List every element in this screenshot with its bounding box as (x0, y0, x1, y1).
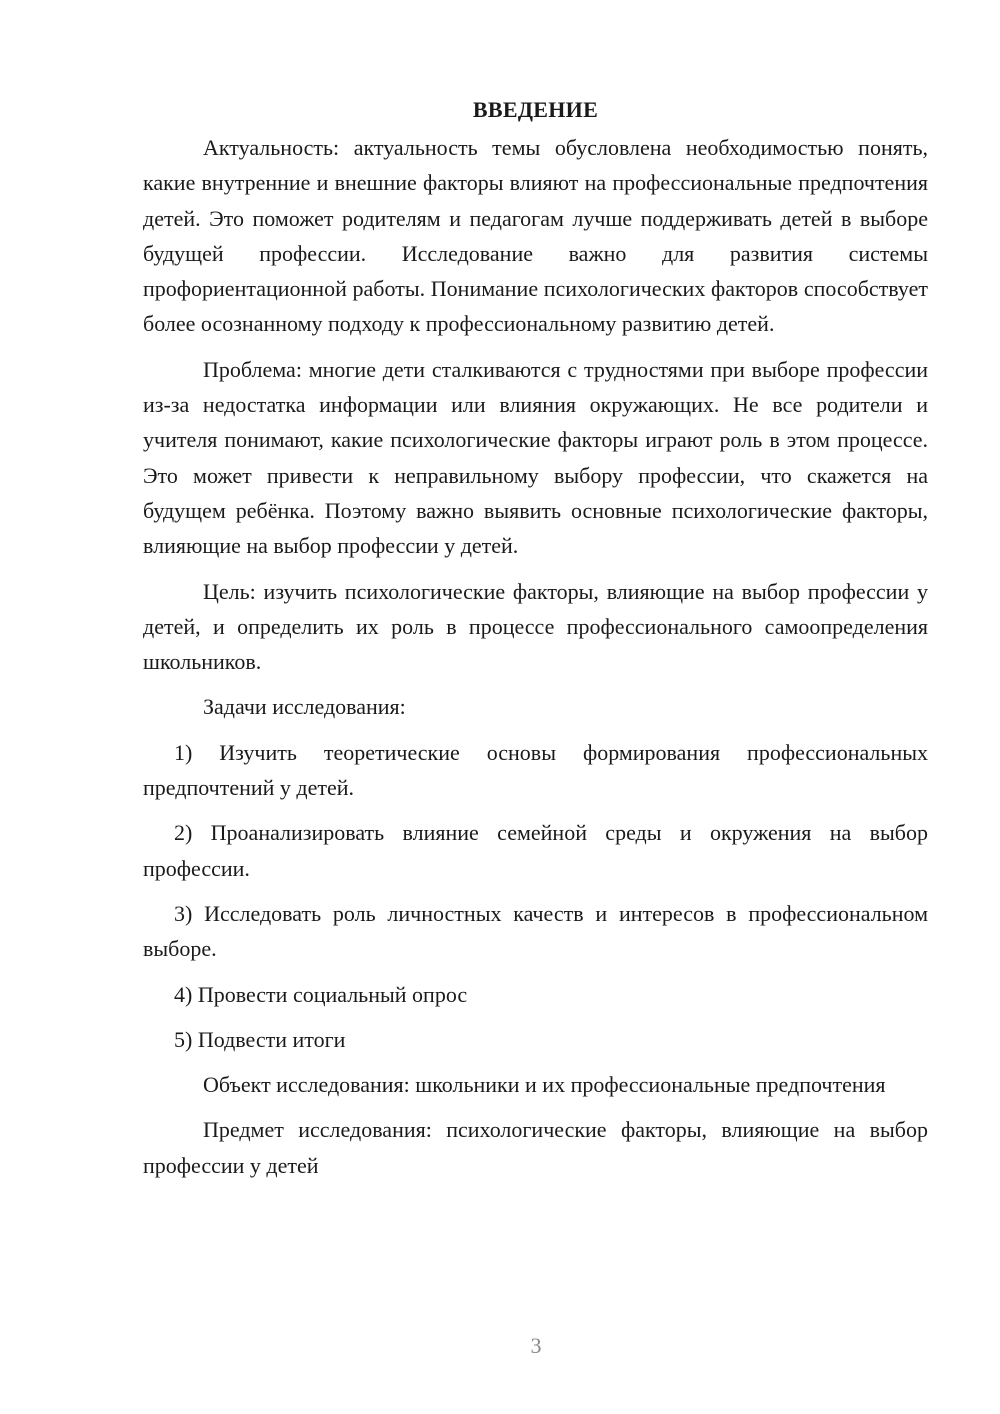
task-item: 3) Исследовать роль личностных качеств и интересов в профессиональном выборе. (143, 900, 928, 962)
task-item: 1) Изучить теоретические основы формирования профессиональных предпочтений у детей. (143, 739, 928, 801)
problem-paragraph: Проблема: многие дети сталкиваются с трудностями при выборе профессии из-за недостатка информации или влияния окружающих. Не все родители и учителя понимают, какие психологические факторы играют роль в этом процессе. Это может привести к неправильному выбору профессии, что скажется на будущем ребёнка. Поэтому важно выявить основные психологические факторы, влияющие на выбор профессии у детей. (143, 356, 928, 559)
task-item: 2) Проанализировать влияние семейной среды и окружения на выбор профессии. (143, 820, 928, 881)
section-heading: ВВЕДЕНИЕ (472, 97, 599, 122)
relevance-paragraph: Актуальность: актуальность темы обусловлена необходимостью понять, какие внутренние и внешние факторы влияют на профессиональные предпочтения детей. Это поможет родителям и педагогам лучше поддерживать детей в выборе будущей профессии. Исследование важно для развития системы профориентационной работы. Понимание психологических факторов способствует более осознанному подходу к профессиональному развитию детей. (143, 135, 928, 337)
goal-paragraph: Цель: изучить психологические факторы, влияющие на выбор профессии у детей, и определить их роль в процессе профессионального самоопределения школьников. (143, 578, 928, 675)
tasks-title: Задачи исследования: (203, 694, 406, 720)
task-item: 4) Провести социальный опрос (174, 981, 468, 1007)
document-page (143, 94, 928, 1193)
task-item: 5) Подвести итоги (174, 1026, 346, 1052)
page-number: 3 (530, 1333, 542, 1358)
object-paragraph: Объект исследования: школьники и их профессиональные предпочтения (203, 1072, 886, 1098)
subject-paragraph: Предмет исследования: психологические факторы, влияющие на выбор профессии у детей (143, 1117, 928, 1178)
